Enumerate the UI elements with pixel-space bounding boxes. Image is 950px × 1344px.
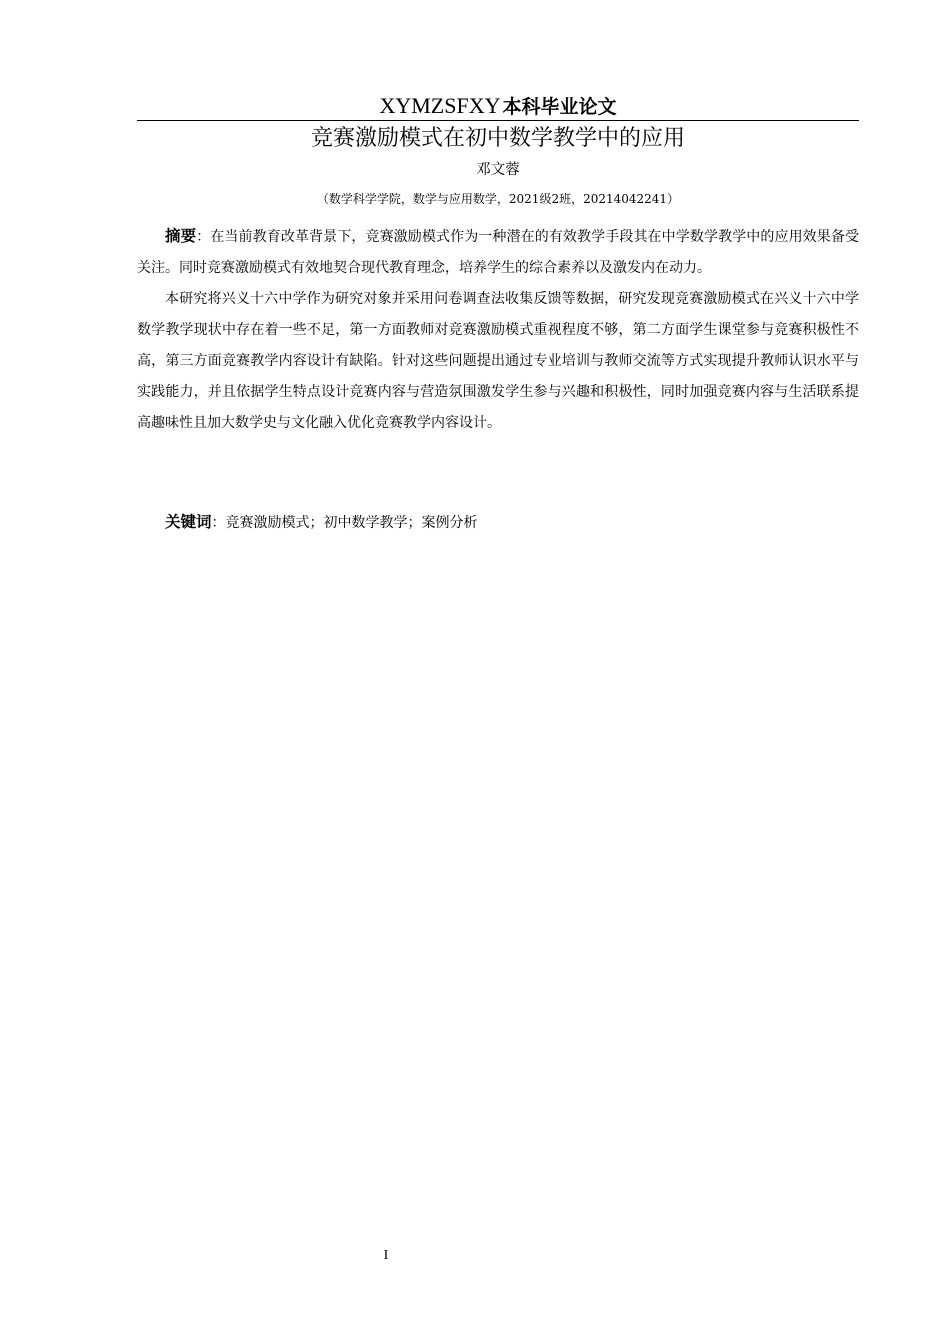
abstract-label: 摘要 [165, 227, 197, 245]
abstract-section [137, 221, 859, 439]
keywords-label: 关键词 [165, 513, 212, 531]
author-affiliation: （数学科学学院，数学与应用数学，2021级2班，20214042241） [316, 192, 680, 206]
abstract-paragraph-1 [137, 221, 859, 284]
paper-title: 竞赛激励模式在初中数学教学中的应用 [310, 126, 685, 151]
header-rule [137, 120, 859, 121]
abstract-paragraph-2: 本研究将兴义十六中学作为研究对象并采用问卷调查法收集反馈等数据，研究发现竞赛激励模式在兴义十六中学数学教学现状中存在着一些不足，第一方面教师对竞赛激励模式重视程度不够，第二方面学生课堂参与竞赛积极性不高，第三方面竞赛教学内容设计有缺陷。针对这些问题提出通过专业培训与教师交流等方式实现提升教师认识水平与实践能力，并且依据学生特点设计竞赛内容与营造氛围激发学生参与兴趣和积极性，同时加强竞赛内容与生活联系提高趣味性且加大数学史与文化融入优化竞赛教学内容设计。 [137, 291, 859, 431]
keywords-label-separator: ： [211, 515, 226, 531]
page-number: I [383, 1248, 389, 1263]
author-name: 邓文蓉 [476, 162, 520, 178]
keywords-text: 竞赛激励模式；初中数学教学；案例分析 [225, 515, 478, 531]
header-thesis-type: 本科毕业论文 [502, 96, 617, 118]
keywords-section [137, 507, 859, 539]
running-header [137, 92, 859, 120]
header-school-code: XYMZSFXY [379, 93, 501, 118]
abstract-text-1: 在当前教育改革背景下，竞赛激励模式作为一种潜在的有效教学手段其在中学数学教学中的应用效果备受关注。同时竞赛激励模式有效地契合现代教育理念，培养学生的综合素养以及激发内在动力。 [137, 229, 859, 276]
abstract-label-separator: ： [196, 229, 211, 245]
